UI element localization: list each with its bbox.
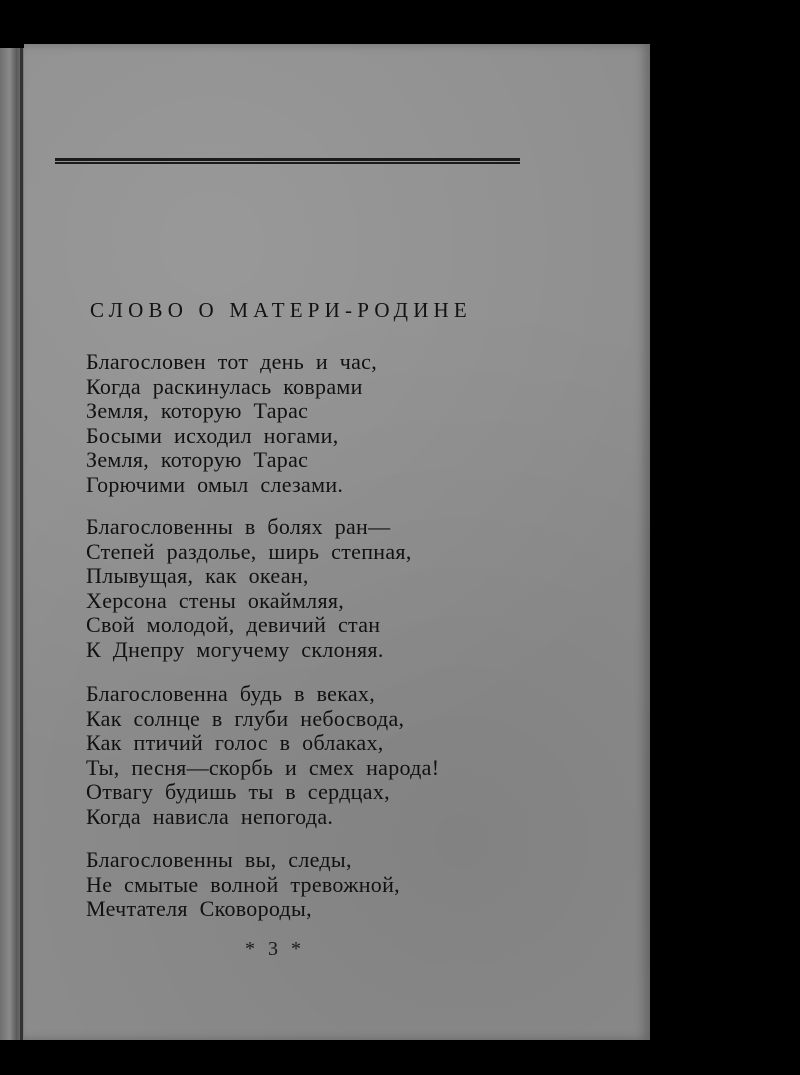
poem-line: Как солнце в глуби небосвода, — [86, 705, 405, 731]
poem-line: Благословен тот день и час, — [86, 349, 378, 374]
poem-line: Горючими омыл слезами. — [86, 471, 344, 497]
header-rule — [55, 158, 520, 164]
poem-line: Как птичий голос в облаках, — [86, 730, 384, 755]
poem-line: Когда нависла непогода. — [86, 803, 334, 829]
poem-line: Земля, которую Тарас — [86, 447, 309, 472]
binding-line — [20, 48, 23, 1040]
stanza-3 — [86, 682, 439, 829]
poem-line: Плывущая, как океан, — [86, 563, 309, 588]
poem-line: Благословенны в болях ран— — [86, 514, 391, 539]
poem-line: Босыми исходил ногами, — [86, 422, 339, 448]
poem-line: Благословенна будь в веках, — [86, 681, 376, 706]
poem-line: Когда раскинулась коврами — [86, 373, 363, 399]
poem-line: Мечтателя Сковороды, — [86, 896, 312, 921]
poem-line: Благословенны вы, следы, — [86, 847, 352, 872]
poem-line: Ты, песня—скорбь и смех народа! — [86, 754, 440, 780]
poem-line: Херсона стены окаймляя, — [86, 587, 345, 613]
poem-line: К Днепру могучему склоняя. — [86, 636, 384, 662]
stanza-2 — [86, 515, 412, 662]
stanza-4 — [86, 848, 400, 922]
poem-line: Отвагу будишь ты в сердцах, — [86, 779, 390, 804]
stanza-1 — [86, 350, 377, 497]
poem-line: Свой молодой, девичий стан — [86, 612, 381, 637]
poem-line: Земля, которую Тарас — [86, 398, 309, 423]
poem-title: СЛОВО О МАТЕРИ-РОДИНЕ — [90, 298, 472, 322]
poem-line: Не смытые волной тревожной, — [86, 871, 400, 897]
page-number: * 3 * — [245, 938, 301, 960]
poem-line: Степей раздолье, ширь степная, — [86, 538, 412, 564]
